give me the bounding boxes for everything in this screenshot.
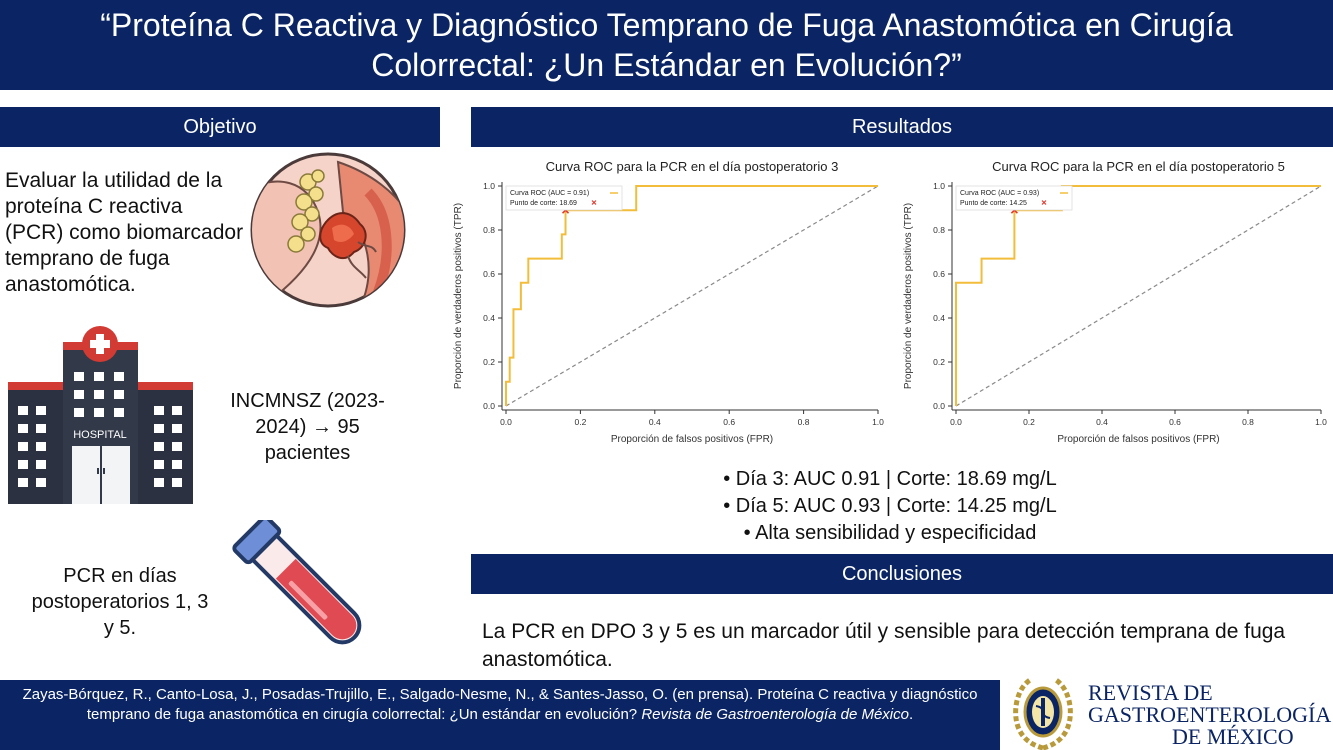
y-tick-label: 0.8 — [483, 225, 495, 235]
objetivo-text: Evaluar la utilidad de la proteína C reactiva (PCR) como biomarcador temprano de fuga anastomótica. — [5, 169, 244, 296]
y-tick-label: 0.0 — [483, 401, 495, 411]
title-line-2: Colorrectal: ¿Un Estándar en Evolución?” — [371, 47, 962, 83]
journal-name — [1088, 682, 1333, 748]
y-axis-label: Proporción de verdaderos positivos (TPR) — [453, 202, 464, 390]
x-tick-label: 0.4 — [648, 417, 661, 427]
results-bullets — [560, 466, 1220, 547]
y-tick-label: 0.6 — [933, 269, 945, 279]
x-tick-label: 0.8 — [1242, 417, 1254, 427]
pcr-days-text: PCR en días postoperatorios 1, 3 y 5. — [31, 565, 209, 639]
legend-cutoff-label: Punto de corte: 14.25 — [960, 200, 1027, 207]
x-tick-label: 0.2 — [574, 417, 587, 427]
conclusion-text: La PCR en DPO 3 y 5 es un marcador útil y sensible para detección temprana de fuga anastomótica. — [482, 620, 1286, 671]
legend-roc-label: Curva ROC (AUC = 0.91) — [510, 190, 590, 197]
x-tick-label: 1.0 — [872, 417, 884, 427]
y-tick-label: 0.2 — [483, 357, 495, 367]
roc-chart-day3 — [450, 152, 890, 452]
citation-journal: Revista de Gastroenterología de México — [641, 706, 909, 723]
chart-title: Curva ROC para la PCR en el día postoperatorio 5 — [992, 159, 1285, 174]
chart-title: Curva ROC para la PCR en el día postoperatorio 3 — [545, 159, 839, 174]
x-tick-label: 0.0 — [500, 417, 512, 427]
title-line-1: “Proteína C Reactiva y Diagnóstico Temprano de Fuga Anastomótica en Cirugía — [100, 7, 1233, 43]
bullet-day3: • Día 3: AUC 0.91 | Corte: 18.69 mg/L — [723, 468, 1057, 490]
journal-logo — [1010, 676, 1333, 750]
x-tick-label: 0.0 — [950, 417, 962, 427]
y-tick-label: 0.4 — [933, 313, 945, 323]
journal-name-line-3: DE MÉXICO — [1172, 724, 1294, 749]
x-tick-label: 0.6 — [723, 417, 736, 427]
random-diagonal-line — [956, 186, 1321, 406]
bullet-sensitivity: • Alta sensibilidad y especificidad — [743, 522, 1037, 544]
x-tick-label: 0.2 — [1023, 417, 1035, 427]
x-tick-label: 0.4 — [1096, 417, 1108, 427]
bullet-day5: • Día 5: AUC 0.93 | Corte: 14.25 mg/L — [723, 495, 1057, 517]
roc-chart-day5 — [900, 152, 1333, 452]
legend-roc-label: Curva ROC (AUC = 0.93) — [960, 190, 1040, 197]
test-tube-icon — [232, 520, 382, 660]
y-tick-label: 1.0 — [933, 181, 945, 191]
y-tick-label: 0.8 — [933, 225, 945, 235]
y-axis-label: Proporción de verdaderos positivos (TPR) — [903, 202, 914, 390]
y-tick-label: 0.4 — [483, 313, 495, 323]
objetivo-header: Objetivo — [0, 107, 440, 147]
random-diagonal-line — [506, 186, 878, 406]
x-tick-label: 0.8 — [797, 417, 810, 427]
citation-text: Zayas-Bórquez, R., Canto-Losa, J., Posadas-Trujillo, E., Salgado-Nesme, N., & Santes-Jasso, O. (en prensa). Proteína C reactiva y diagnóstico temprano de fuga anastomótica en cirugía colorrectal: ¿Un estándar en evolución? — [22, 686, 978, 723]
journal-name-line-2: GASTROENTEROLOGÍA — [1088, 702, 1332, 727]
x-tick-label: 0.6 — [1169, 417, 1181, 427]
y-tick-label: 0.2 — [933, 357, 945, 367]
x-tick-label: 1.0 — [1315, 417, 1327, 427]
y-tick-label: 1.0 — [483, 181, 495, 191]
title-bar — [0, 0, 1333, 90]
conclusiones-header: Conclusiones — [471, 554, 1333, 594]
citation-end: . — [908, 706, 914, 723]
y-tick-label: 0.6 — [483, 269, 495, 279]
journal-seal-icon — [1010, 676, 1076, 750]
intestine-illustration — [248, 152, 408, 308]
hospital-icon — [8, 326, 193, 504]
hospital-label: HOSPITAL — [73, 429, 127, 441]
x-axis-label: Proporción de falsos positivos (FPR) — [1057, 434, 1220, 445]
citation-footer — [0, 680, 1000, 750]
x-axis-label: Proporción de falsos positivos (FPR) — [610, 434, 774, 445]
journal-name-line-1: REVISTA DE — [1088, 680, 1213, 705]
y-tick-label: 0.0 — [933, 401, 945, 411]
legend-cutoff-label: Punto de corte: 18.69 — [510, 200, 577, 207]
resultados-header: Resultados — [471, 107, 1333, 147]
institution-text: INCMNSZ (2023-2024) → 95 pacientes — [230, 390, 385, 464]
